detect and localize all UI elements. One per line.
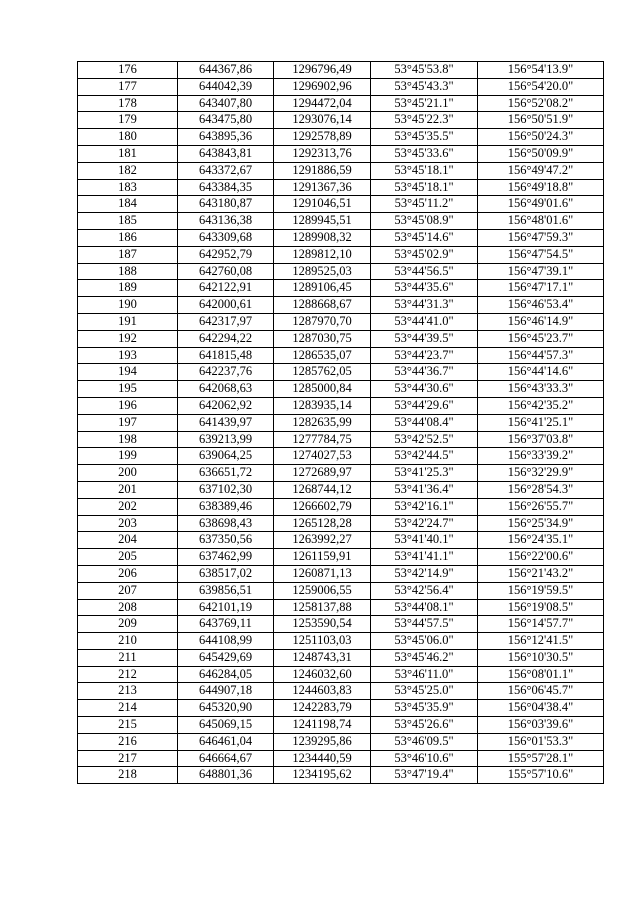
y-coordinate-cell: 1289106,45 <box>274 280 371 297</box>
latitude-cell: 53°45'43.3" <box>371 78 478 95</box>
point-number-cell: 198 <box>78 431 178 448</box>
latitude-cell: 53°46'10.6" <box>371 750 478 767</box>
x-coordinate-cell: 637350,56 <box>178 532 274 549</box>
longitude-cell: 156°50'24.3" <box>478 129 604 146</box>
latitude-cell: 53°44'56.5" <box>371 263 478 280</box>
point-number-cell: 191 <box>78 313 178 330</box>
x-coordinate-cell: 641815,48 <box>178 347 274 364</box>
y-coordinate-cell: 1242283,79 <box>274 700 371 717</box>
y-coordinate-cell: 1291046,51 <box>274 196 371 213</box>
y-coordinate-cell: 1239295,86 <box>274 733 371 750</box>
longitude-cell: 156°06'45.7" <box>478 683 604 700</box>
longitude-cell: 156°21'43.2" <box>478 565 604 582</box>
y-coordinate-cell: 1289908,32 <box>274 229 371 246</box>
latitude-cell: 53°41'36.4" <box>371 481 478 498</box>
y-coordinate-cell: 1285762,05 <box>274 364 371 381</box>
point-number-cell: 177 <box>78 78 178 95</box>
point-number-cell: 188 <box>78 263 178 280</box>
table-row <box>78 129 604 146</box>
longitude-cell: 156°47'54.5" <box>478 246 604 263</box>
point-number-cell: 189 <box>78 280 178 297</box>
table-row <box>78 381 604 398</box>
table-row <box>78 112 604 129</box>
point-number-cell: 190 <box>78 297 178 314</box>
latitude-cell: 53°45'18.1" <box>371 162 478 179</box>
point-number-cell: 203 <box>78 515 178 532</box>
y-coordinate-cell: 1286535,07 <box>274 347 371 364</box>
y-coordinate-cell: 1246032,60 <box>274 666 371 683</box>
table-row <box>78 364 604 381</box>
table-row <box>78 465 604 482</box>
x-coordinate-cell: 643180,87 <box>178 196 274 213</box>
point-number-cell: 178 <box>78 95 178 112</box>
latitude-cell: 53°45'25.0" <box>371 683 478 700</box>
x-coordinate-cell: 638389,46 <box>178 498 274 515</box>
table-row <box>78 481 604 498</box>
x-coordinate-cell: 643372,67 <box>178 162 274 179</box>
y-coordinate-cell: 1287030,75 <box>274 330 371 347</box>
table-row <box>78 498 604 515</box>
latitude-cell: 53°45'33.6" <box>371 145 478 162</box>
point-number-cell: 180 <box>78 129 178 146</box>
longitude-cell: 156°22'00.6" <box>478 549 604 566</box>
point-number-cell: 196 <box>78 397 178 414</box>
x-coordinate-cell: 639213,99 <box>178 431 274 448</box>
point-number-cell: 185 <box>78 213 178 230</box>
table-row <box>78 448 604 465</box>
point-number-cell: 214 <box>78 700 178 717</box>
point-number-cell: 193 <box>78 347 178 364</box>
point-number-cell: 186 <box>78 229 178 246</box>
longitude-cell: 156°24'35.1" <box>478 532 604 549</box>
y-coordinate-cell: 1291886,59 <box>274 162 371 179</box>
longitude-cell: 156°19'59.5" <box>478 582 604 599</box>
longitude-cell: 156°19'08.5" <box>478 599 604 616</box>
y-coordinate-cell: 1294472,04 <box>274 95 371 112</box>
latitude-cell: 53°44'41.0" <box>371 313 478 330</box>
y-coordinate-cell: 1272689,97 <box>274 465 371 482</box>
y-coordinate-cell: 1296902,96 <box>274 78 371 95</box>
longitude-cell: 156°26'55.7" <box>478 498 604 515</box>
longitude-cell: 156°47'39.1" <box>478 263 604 280</box>
longitude-cell: 156°37'03.8" <box>478 431 604 448</box>
x-coordinate-cell: 642122,91 <box>178 280 274 297</box>
x-coordinate-cell: 642062,92 <box>178 397 274 414</box>
longitude-cell: 155°57'10.6" <box>478 767 604 784</box>
y-coordinate-cell: 1296796,49 <box>274 62 371 79</box>
point-number-cell: 192 <box>78 330 178 347</box>
y-coordinate-cell: 1289812,10 <box>274 246 371 263</box>
point-number-cell: 176 <box>78 62 178 79</box>
coordinates-table-body <box>78 62 604 784</box>
y-coordinate-cell: 1274027,53 <box>274 448 371 465</box>
point-number-cell: 215 <box>78 717 178 734</box>
x-coordinate-cell: 642237,76 <box>178 364 274 381</box>
table-row <box>78 582 604 599</box>
y-coordinate-cell: 1261159,91 <box>274 549 371 566</box>
point-number-cell: 197 <box>78 414 178 431</box>
latitude-cell: 53°41'25.3" <box>371 465 478 482</box>
point-number-cell: 201 <box>78 481 178 498</box>
point-number-cell: 207 <box>78 582 178 599</box>
table-row <box>78 62 604 79</box>
table-row <box>78 280 604 297</box>
x-coordinate-cell: 646664,67 <box>178 750 274 767</box>
table-row <box>78 683 604 700</box>
latitude-cell: 53°44'29.6" <box>371 397 478 414</box>
y-coordinate-cell: 1277784,75 <box>274 431 371 448</box>
latitude-cell: 53°42'14.9" <box>371 565 478 582</box>
x-coordinate-cell: 637102,30 <box>178 481 274 498</box>
point-number-cell: 216 <box>78 733 178 750</box>
y-coordinate-cell: 1266602,79 <box>274 498 371 515</box>
point-number-cell: 211 <box>78 649 178 666</box>
latitude-cell: 53°42'56.4" <box>371 582 478 599</box>
point-number-cell: 205 <box>78 549 178 566</box>
point-number-cell: 195 <box>78 381 178 398</box>
x-coordinate-cell: 642952,79 <box>178 246 274 263</box>
y-coordinate-cell: 1285000,84 <box>274 381 371 398</box>
latitude-cell: 53°44'39.5" <box>371 330 478 347</box>
x-coordinate-cell: 643136,38 <box>178 213 274 230</box>
point-number-cell: 194 <box>78 364 178 381</box>
table-row <box>78 515 604 532</box>
longitude-cell: 156°43'33.3" <box>478 381 604 398</box>
latitude-cell: 53°45'02.9" <box>371 246 478 263</box>
latitude-cell: 53°41'40.1" <box>371 532 478 549</box>
point-number-cell: 181 <box>78 145 178 162</box>
latitude-cell: 53°45'11.2" <box>371 196 478 213</box>
table-row <box>78 213 604 230</box>
point-number-cell: 183 <box>78 179 178 196</box>
table-row <box>78 649 604 666</box>
longitude-cell: 156°41'25.1" <box>478 414 604 431</box>
x-coordinate-cell: 642317,97 <box>178 313 274 330</box>
longitude-cell: 156°46'53.4" <box>478 297 604 314</box>
x-coordinate-cell: 641439,97 <box>178 414 274 431</box>
y-coordinate-cell: 1289525,03 <box>274 263 371 280</box>
latitude-cell: 53°45'53.8" <box>371 62 478 79</box>
y-coordinate-cell: 1253590,54 <box>274 616 371 633</box>
longitude-cell: 156°49'18.8" <box>478 179 604 196</box>
y-coordinate-cell: 1282635,99 <box>274 414 371 431</box>
longitude-cell: 156°46'14.9" <box>478 313 604 330</box>
latitude-cell: 53°41'41.1" <box>371 549 478 566</box>
y-coordinate-cell: 1288668,67 <box>274 297 371 314</box>
latitude-cell: 53°44'30.6" <box>371 381 478 398</box>
longitude-cell: 156°04'38.4" <box>478 700 604 717</box>
point-number-cell: 202 <box>78 498 178 515</box>
longitude-cell: 156°50'51.9" <box>478 112 604 129</box>
latitude-cell: 53°45'21.1" <box>371 95 478 112</box>
point-number-cell: 218 <box>78 767 178 784</box>
x-coordinate-cell: 643407,80 <box>178 95 274 112</box>
x-coordinate-cell: 648801,36 <box>178 767 274 784</box>
x-coordinate-cell: 636651,72 <box>178 465 274 482</box>
latitude-cell: 53°42'16.1" <box>371 498 478 515</box>
table-row <box>78 397 604 414</box>
table-row <box>78 196 604 213</box>
table-row <box>78 313 604 330</box>
latitude-cell: 53°47'19.4" <box>371 767 478 784</box>
point-number-cell: 210 <box>78 633 178 650</box>
y-coordinate-cell: 1292578,89 <box>274 129 371 146</box>
y-coordinate-cell: 1241198,74 <box>274 717 371 734</box>
table-row <box>78 700 604 717</box>
table-row <box>78 347 604 364</box>
table-row <box>78 179 604 196</box>
latitude-cell: 53°44'35.6" <box>371 280 478 297</box>
longitude-cell: 156°52'08.2" <box>478 95 604 112</box>
y-coordinate-cell: 1287970,70 <box>274 313 371 330</box>
latitude-cell: 53°46'09.5" <box>371 733 478 750</box>
point-number-cell: 212 <box>78 666 178 683</box>
x-coordinate-cell: 643475,80 <box>178 112 274 129</box>
longitude-cell: 155°57'28.1" <box>478 750 604 767</box>
latitude-cell: 53°45'22.3" <box>371 112 478 129</box>
y-coordinate-cell: 1292313,76 <box>274 145 371 162</box>
table-row <box>78 229 604 246</box>
longitude-cell: 156°08'01.1" <box>478 666 604 683</box>
latitude-cell: 53°44'08.4" <box>371 414 478 431</box>
longitude-cell: 156°12'41.5" <box>478 633 604 650</box>
y-coordinate-cell: 1234440,59 <box>274 750 371 767</box>
y-coordinate-cell: 1289945,51 <box>274 213 371 230</box>
table-row <box>78 414 604 431</box>
table-row <box>78 599 604 616</box>
coordinates-table <box>77 61 604 784</box>
table-row <box>78 733 604 750</box>
latitude-cell: 53°45'08.9" <box>371 213 478 230</box>
longitude-cell: 156°10'30.5" <box>478 649 604 666</box>
table-row <box>78 145 604 162</box>
y-coordinate-cell: 1291367,36 <box>274 179 371 196</box>
x-coordinate-cell: 644042,39 <box>178 78 274 95</box>
latitude-cell: 53°42'52.5" <box>371 431 478 448</box>
longitude-cell: 156°25'34.9" <box>478 515 604 532</box>
latitude-cell: 53°44'57.5" <box>371 616 478 633</box>
point-number-cell: 182 <box>78 162 178 179</box>
point-number-cell: 184 <box>78 196 178 213</box>
table-row <box>78 297 604 314</box>
longitude-cell: 156°14'57.7" <box>478 616 604 633</box>
latitude-cell: 53°45'26.6" <box>371 717 478 734</box>
y-coordinate-cell: 1258137,88 <box>274 599 371 616</box>
table-row <box>78 750 604 767</box>
point-number-cell: 179 <box>78 112 178 129</box>
x-coordinate-cell: 638517,02 <box>178 565 274 582</box>
latitude-cell: 53°44'36.7" <box>371 364 478 381</box>
latitude-cell: 53°44'31.3" <box>371 297 478 314</box>
x-coordinate-cell: 646461,04 <box>178 733 274 750</box>
table-row <box>78 78 604 95</box>
x-coordinate-cell: 644367,86 <box>178 62 274 79</box>
table-row <box>78 549 604 566</box>
point-number-cell: 209 <box>78 616 178 633</box>
y-coordinate-cell: 1234195,62 <box>274 767 371 784</box>
latitude-cell: 53°44'08.1" <box>371 599 478 616</box>
x-coordinate-cell: 646284,05 <box>178 666 274 683</box>
x-coordinate-cell: 637462,99 <box>178 549 274 566</box>
point-number-cell: 200 <box>78 465 178 482</box>
x-coordinate-cell: 642760,08 <box>178 263 274 280</box>
table-row <box>78 767 604 784</box>
longitude-cell: 156°44'14.6" <box>478 364 604 381</box>
table-row <box>78 565 604 582</box>
x-coordinate-cell: 645069,15 <box>178 717 274 734</box>
y-coordinate-cell: 1293076,14 <box>274 112 371 129</box>
x-coordinate-cell: 643769,11 <box>178 616 274 633</box>
x-coordinate-cell: 642068,63 <box>178 381 274 398</box>
longitude-cell: 156°47'59.3" <box>478 229 604 246</box>
x-coordinate-cell: 645320,90 <box>178 700 274 717</box>
x-coordinate-cell: 645429,69 <box>178 649 274 666</box>
longitude-cell: 156°03'39.6" <box>478 717 604 734</box>
longitude-cell: 156°45'23.7" <box>478 330 604 347</box>
latitude-cell: 53°45'06.0" <box>371 633 478 650</box>
latitude-cell: 53°45'35.5" <box>371 129 478 146</box>
latitude-cell: 53°45'14.6" <box>371 229 478 246</box>
y-coordinate-cell: 1268744,12 <box>274 481 371 498</box>
x-coordinate-cell: 644907,18 <box>178 683 274 700</box>
table-row <box>78 431 604 448</box>
table-row <box>78 246 604 263</box>
longitude-cell: 156°01'53.3" <box>478 733 604 750</box>
latitude-cell: 53°42'44.5" <box>371 448 478 465</box>
latitude-cell: 53°44'23.7" <box>371 347 478 364</box>
longitude-cell: 156°54'20.0" <box>478 78 604 95</box>
point-number-cell: 213 <box>78 683 178 700</box>
x-coordinate-cell: 638698,43 <box>178 515 274 532</box>
latitude-cell: 53°45'18.1" <box>371 179 478 196</box>
latitude-cell: 53°42'24.7" <box>371 515 478 532</box>
point-number-cell: 204 <box>78 532 178 549</box>
latitude-cell: 53°46'11.0" <box>371 666 478 683</box>
table-row <box>78 263 604 280</box>
table-row <box>78 532 604 549</box>
y-coordinate-cell: 1251103,03 <box>274 633 371 650</box>
y-coordinate-cell: 1265128,28 <box>274 515 371 532</box>
table-row <box>78 616 604 633</box>
latitude-cell: 53°45'35.9" <box>371 700 478 717</box>
y-coordinate-cell: 1244603,83 <box>274 683 371 700</box>
longitude-cell: 156°28'54.3" <box>478 481 604 498</box>
point-number-cell: 208 <box>78 599 178 616</box>
x-coordinate-cell: 639856,51 <box>178 582 274 599</box>
longitude-cell: 156°49'47.2" <box>478 162 604 179</box>
x-coordinate-cell: 643384,35 <box>178 179 274 196</box>
longitude-cell: 156°54'13.9" <box>478 62 604 79</box>
point-number-cell: 187 <box>78 246 178 263</box>
longitude-cell: 156°42'35.2" <box>478 397 604 414</box>
x-coordinate-cell: 643309,68 <box>178 229 274 246</box>
longitude-cell: 156°33'39.2" <box>478 448 604 465</box>
table-row <box>78 95 604 112</box>
y-coordinate-cell: 1248743,31 <box>274 649 371 666</box>
latitude-cell: 53°45'46.2" <box>371 649 478 666</box>
longitude-cell: 156°49'01.6" <box>478 196 604 213</box>
x-coordinate-cell: 642000,61 <box>178 297 274 314</box>
point-number-cell: 206 <box>78 565 178 582</box>
table-row <box>78 717 604 734</box>
y-coordinate-cell: 1283935,14 <box>274 397 371 414</box>
longitude-cell: 156°47'17.1" <box>478 280 604 297</box>
x-coordinate-cell: 642101,19 <box>178 599 274 616</box>
longitude-cell: 156°32'29.9" <box>478 465 604 482</box>
x-coordinate-cell: 643843,81 <box>178 145 274 162</box>
table-row <box>78 633 604 650</box>
table-row <box>78 162 604 179</box>
point-number-cell: 199 <box>78 448 178 465</box>
x-coordinate-cell: 642294,22 <box>178 330 274 347</box>
y-coordinate-cell: 1259006,55 <box>274 582 371 599</box>
longitude-cell: 156°44'57.3" <box>478 347 604 364</box>
longitude-cell: 156°48'01.6" <box>478 213 604 230</box>
table-row <box>78 666 604 683</box>
y-coordinate-cell: 1263992,27 <box>274 532 371 549</box>
x-coordinate-cell: 644108,99 <box>178 633 274 650</box>
point-number-cell: 217 <box>78 750 178 767</box>
y-coordinate-cell: 1260871,13 <box>274 565 371 582</box>
x-coordinate-cell: 643895,36 <box>178 129 274 146</box>
longitude-cell: 156°50'09.9" <box>478 145 604 162</box>
x-coordinate-cell: 639064,25 <box>178 448 274 465</box>
table-row <box>78 330 604 347</box>
